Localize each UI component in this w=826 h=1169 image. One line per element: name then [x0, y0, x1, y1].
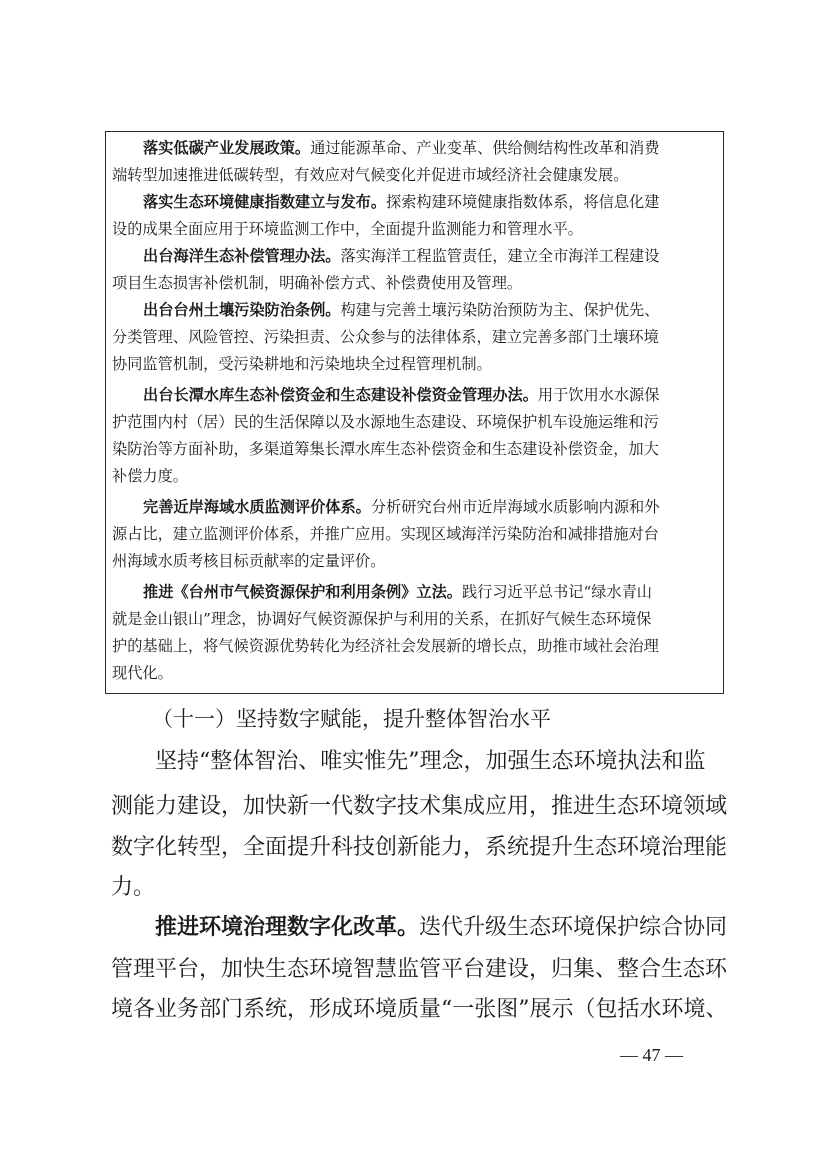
box-line-text: 染防治等方面补助，多渠道筹集长潭水库生态补偿资金和生态建设补偿资金，加大 [112, 440, 659, 458]
page-number: — 47 — [620, 1045, 683, 1065]
box-line-text: 源占比，建立监测评价体系，并推广应用。实现区域海洋污染防治和减排措施对台 [112, 525, 659, 543]
body-line-text: 力。 [111, 875, 156, 900]
box-line-text: 护的基础上，将气候资源优势转化为经济社会发展新的增长点，助推市域社会治理 [112, 637, 659, 655]
box-line [112, 635, 718, 657]
box-line-text: 协同监管机制，受污染耕地和污染地块全过程管理机制。 [112, 355, 492, 373]
box-line-text: 践行习近平总书记“绿水青山 [461, 583, 652, 601]
box-line-bold: 出台海洋生态补偿管理办法。 [143, 247, 341, 265]
box-line [112, 191, 718, 213]
box-line [112, 496, 718, 518]
box-line [112, 465, 718, 487]
box-line-bold: 完善近岸海域水质监测评价体系。 [143, 498, 371, 516]
box-line-text: 州海域水质考核目标贡献率的定量评价。 [112, 552, 386, 570]
box-line-bold: 落实低碳产业发展政策。 [143, 139, 311, 157]
box-line-bold: 出台台州土壤污染防治条例。 [143, 301, 341, 319]
box-line [112, 218, 718, 240]
box-line [112, 272, 718, 294]
box-line [112, 164, 718, 186]
body-line-text: 坚持“整体智治、唯实惟先”理念，加强生态环境执法和监 [155, 749, 706, 774]
box-line-text: 落实海洋工程监管责任，建立全市海洋工程建设 [340, 247, 660, 265]
body-line-text: 管理平台，加快生态环境智慧监管平台建设，归集、整合生态环 [111, 957, 728, 982]
box-line-text: 补偿力度。 [112, 467, 188, 485]
box-line [112, 411, 718, 433]
body-line-text: 境各业务部门系统，形成环境质量“一张图”展示（包括水环境、 [111, 997, 728, 1022]
body-line [111, 994, 728, 1025]
section-heading: （十一）坚持数字赋能，提升整体智治水平 [152, 707, 551, 731]
box-line-text: 设的成果全面应用于环境监测工作中，全面提升监测能力和管理水平。 [112, 220, 583, 238]
body-line [111, 954, 727, 985]
box-line-bold: 推进《台州市气候资源保护和利用条例》立法。 [143, 583, 462, 601]
box-line [112, 438, 718, 460]
box-line-text: 探索构建环境健康指数体系，将信息化建 [386, 193, 660, 211]
box-line [112, 608, 718, 630]
box-line [112, 384, 718, 406]
body-line [111, 746, 706, 777]
box-line [112, 662, 718, 684]
box-line [112, 245, 718, 267]
body-line-bold: 推进环境治理数字化改革。 [155, 914, 420, 940]
body-line [111, 912, 727, 943]
box-line [112, 137, 718, 159]
body-line [111, 791, 727, 822]
box-line-text: 分析研究台州市近岸海域水质影响内源和外 [370, 498, 660, 516]
box-line [112, 326, 718, 348]
body-line-text: 测能力建设，加快新一代数字技术集成应用，推进生态环境领域 [111, 794, 728, 819]
box-line-text: 构建与完善土壤污染防治预防为主、保护优先、 [340, 301, 660, 319]
box-line-bold: 落实生态环境健康指数建立与发布。 [143, 193, 386, 211]
box-line [112, 299, 718, 321]
box-line-text: 就是金山银山”理念，协调好气候资源保护与利用的关系，在抓好气候生态环境保 [112, 610, 652, 628]
box-line-text: 用于饮用水水源保 [537, 386, 660, 404]
box-line [112, 550, 718, 572]
box-line-text: 分类管理、风险管控、污染担责、公众参与的法律体系，建立完善多部门土壤环境 [112, 328, 659, 346]
box-line [112, 353, 718, 375]
box-line [112, 581, 718, 603]
body-line [111, 832, 727, 863]
body-line [111, 872, 155, 903]
box-line-text: 护范围内村（居）民的生活保障以及水源地生态建设、环境保护机车设施运维和污 [112, 413, 659, 431]
body-line-text: 迭代升级生态环境保护综合协同 [419, 915, 728, 940]
box-line-bold: 出台长潭水库生态补偿资金和生态建设补偿资金管理办法。 [143, 386, 538, 404]
box-line-text: 端转型加速推进低碳转型，有效应对气候变化并促进市域经济社会健康发展。 [112, 166, 629, 184]
body-line-text: 数字化转型，全面提升科技创新能力，系统提升生态环境治理能 [111, 835, 728, 860]
box-line-text: 通过能源革命、产业变革、供给侧结构性改革和消费 [310, 139, 660, 157]
box-line-text: 项目生态损害补偿机制，明确补偿方式、补偿费使用及管理。 [112, 274, 523, 292]
box-line [112, 523, 718, 545]
box-line-text: 现代化。 [112, 664, 173, 682]
